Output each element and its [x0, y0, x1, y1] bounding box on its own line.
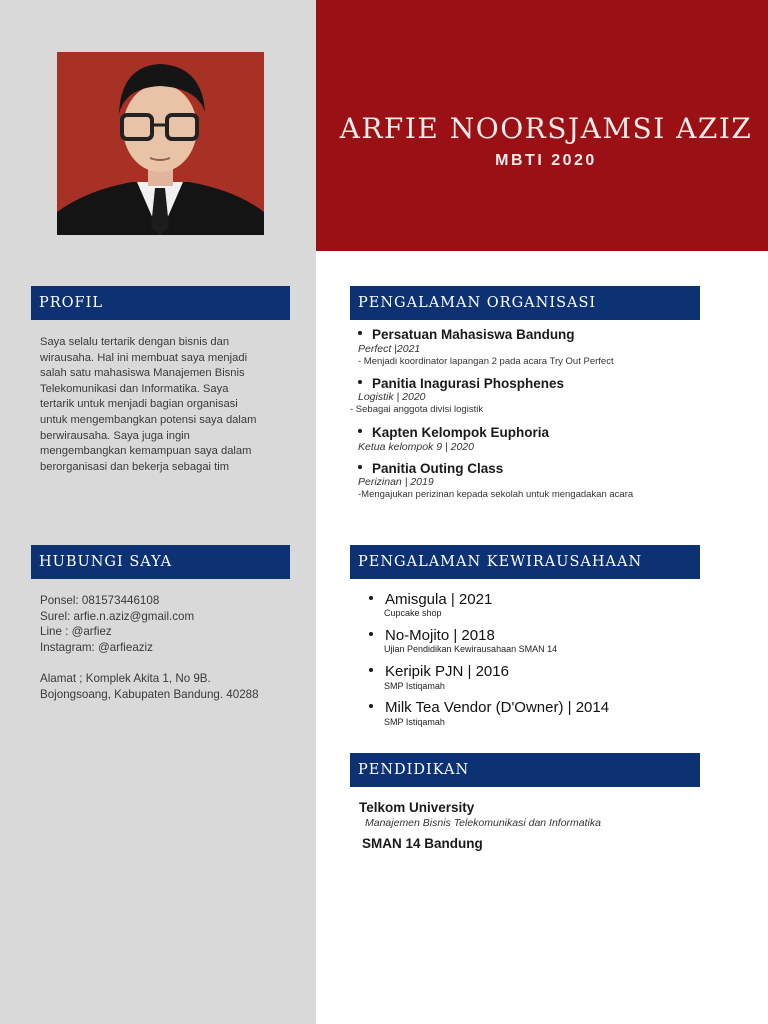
org-item-role: Logistik | 2020 [358, 391, 426, 403]
biz-item-desc: SMP Istiqamah [384, 717, 445, 727]
profile-line: tertarik untuk menjadi bagian organisasi [40, 398, 238, 411]
bullet-icon [358, 465, 362, 469]
org-item-desc: -Mengajukan perizinan kepada sekolah untuk mengadakan acara [358, 489, 634, 500]
profile-line: mengembangkan kemampuan saya dalam [40, 445, 252, 458]
candidate-subtitle: MBTI 2020 [495, 152, 597, 169]
org-item-role: Perizinan | 2019 [358, 476, 434, 488]
bullet-icon [358, 380, 362, 384]
org-item-role: Ketua kelompok 9 | 2020 [358, 441, 474, 453]
education-school: SMAN 14 Bandung [362, 836, 483, 851]
section-heading-contact: HUBUNGI SAYA [31, 545, 290, 579]
contact-address: Alamat ; Komplek Akita 1, No 9B. [40, 671, 211, 685]
contact-address-city: Bojongsoang, Kabupaten Bandung. 40288 [40, 687, 259, 701]
org-item-desc: - Sebagai anggota divisi logistik [350, 404, 484, 415]
bullet-icon [369, 596, 373, 600]
profile-line: berorganisasi dan bekerja sebagai tim [40, 460, 230, 473]
biz-item-desc: Ujian Pendidikan Kewirausahaan SMAN 14 [384, 644, 558, 654]
biz-item-title: No-Mojito | 2018 [369, 627, 495, 644]
contact-email: Surel: arfie.n.aziz@gmail.com [40, 609, 195, 623]
section-heading-entrepreneurship: PENGALAMAN KEWIRAUSAHAAN [350, 545, 700, 579]
contact-line: Line : @arfiez [40, 625, 112, 639]
profile-photo [57, 52, 264, 235]
candidate-name: ARFIE NOORSJAMSI AZIZ [339, 112, 753, 145]
org-item-title: Persatuan Mahasiswa Bandung [358, 327, 575, 342]
org-item-desc: - Menjadi koordinator lapangan 2 pada acara Try Out Perfect [358, 356, 614, 367]
org-item-role: Perfect |2021 [358, 343, 421, 355]
org-item-title: Kapten Kelompok Euphoria [358, 425, 549, 440]
bullet-icon [358, 331, 362, 335]
education-school: Telkom University [359, 800, 475, 815]
contact-phone: Ponsel: 081573446108 [40, 594, 160, 607]
biz-item-title: Keripik PJN | 2016 [369, 663, 509, 680]
bullet-icon [369, 632, 373, 636]
profile-line: Saya selalu tertarik dengan bisnis dan [40, 336, 230, 348]
bullet-icon [369, 668, 373, 672]
contact-block [40, 593, 310, 702]
biz-item-desc: SMP Istiqamah [384, 681, 445, 691]
profile-line: untuk mengembangkan potensi saya dalam [40, 413, 257, 426]
bullet-icon [358, 429, 362, 433]
profile-line: wirausaha. Hal ini membuat saya menjadi [40, 351, 248, 364]
section-heading-education: PENDIDIKAN [350, 753, 700, 787]
profile-paragraph [40, 335, 310, 475]
portrait-image [57, 52, 264, 235]
section-heading-organization: PENGALAMAN ORGANISASI [350, 286, 700, 320]
org-item-title: Panitia Outing Class [358, 461, 503, 476]
profile-line: Telekomunikasi dan Informatika. Saya [40, 382, 229, 395]
biz-item-title: Milk Tea Vendor (D'Owner) | 2014 [369, 699, 609, 716]
biz-item-desc: Cupcake shop [384, 608, 442, 618]
biz-item-title: Amisgula | 2021 [369, 591, 492, 608]
profile-line: berwirausaha. Saya juga ingin [40, 429, 190, 442]
contact-instagram: Instagram: @arfieaziz [40, 640, 153, 654]
bullet-icon [369, 704, 373, 708]
section-heading-profile: PROFIL [31, 286, 290, 320]
education-major: Manajemen Bisnis Telekomunikasi dan Informatika [365, 817, 601, 829]
org-item-title: Panitia Inagurasi Phosphenes [358, 376, 564, 391]
profile-line: salah satu mahasiswa Manajemen Bisnis [40, 367, 245, 380]
